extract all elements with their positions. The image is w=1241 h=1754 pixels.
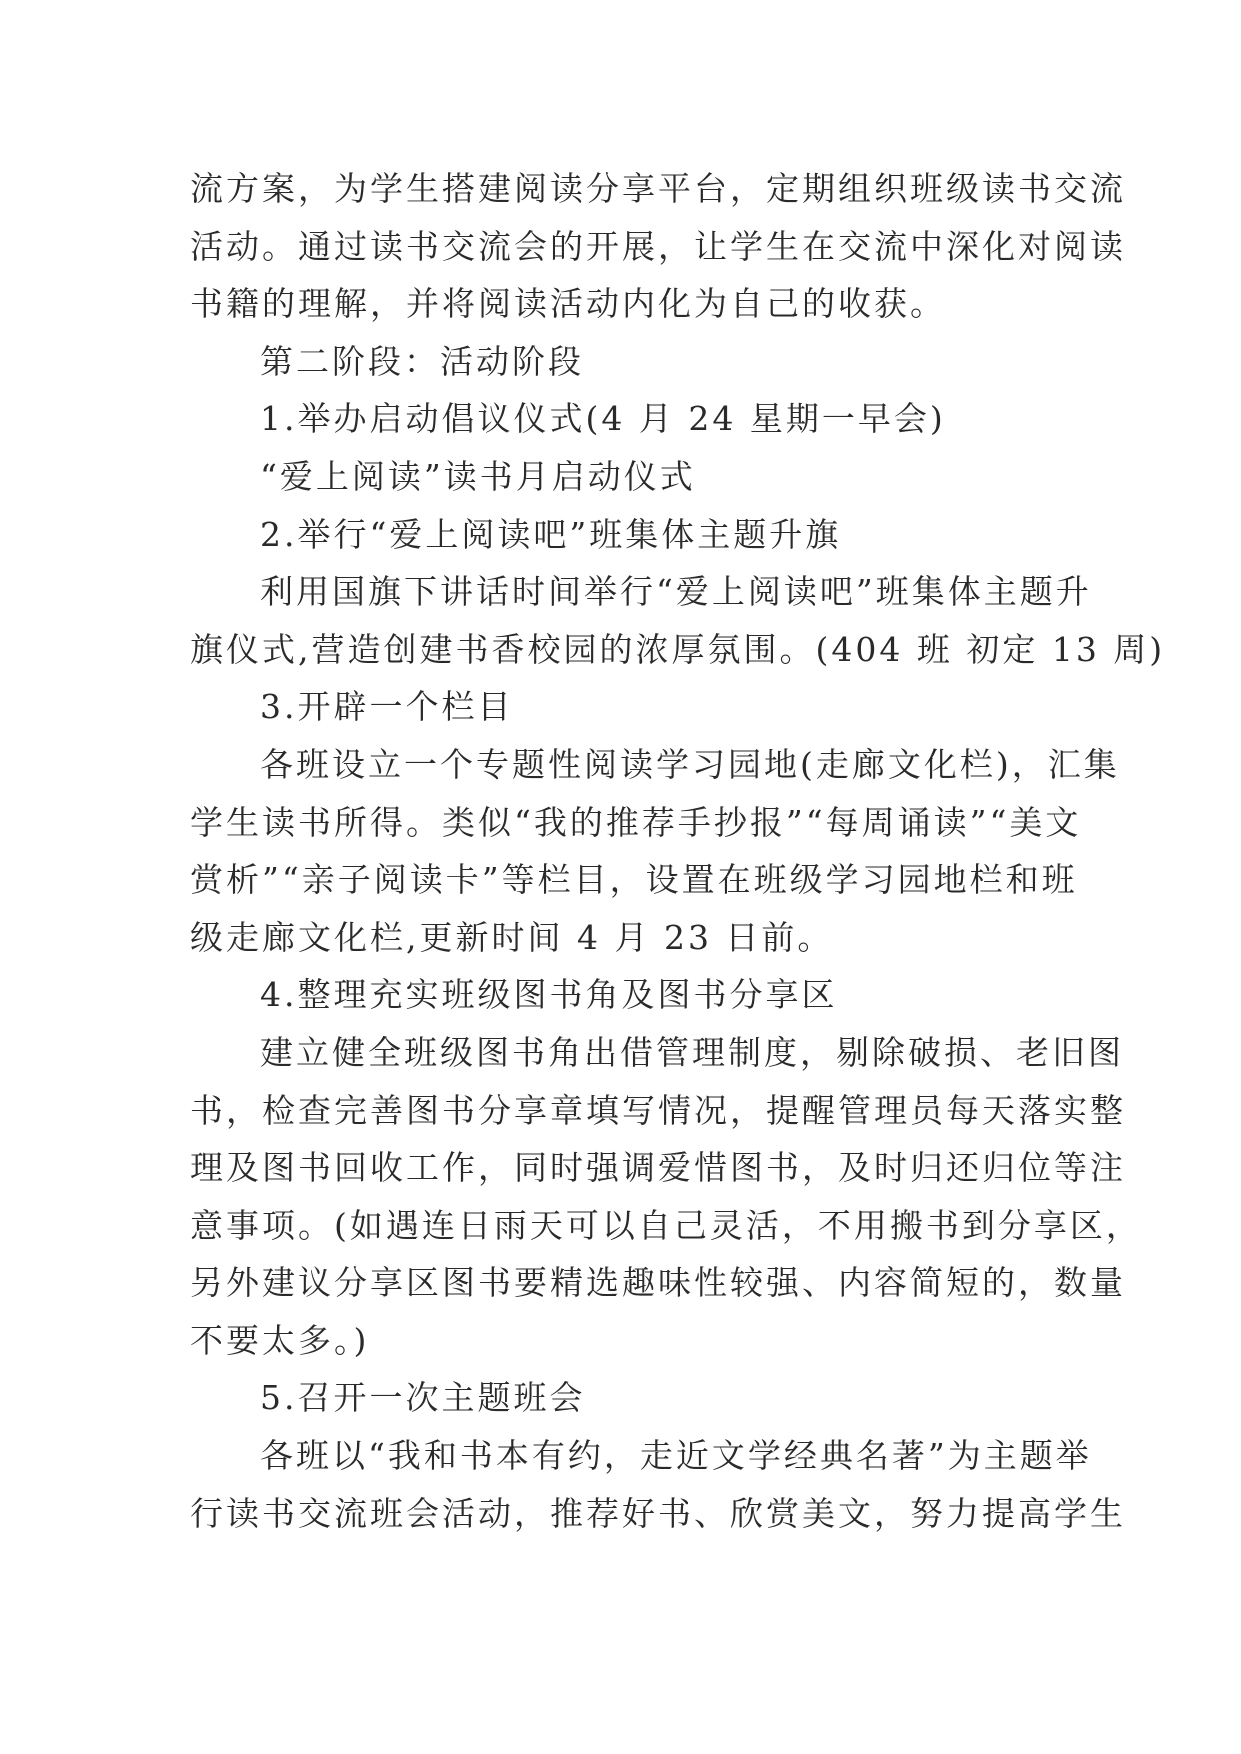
item-heading: 3.开辟一个栏目 <box>260 687 514 727</box>
text-line: 书籍的理解，并将阅读活动内化为自己的收获。 <box>190 284 946 324</box>
text-line: 各班设立一个专题性阅读学习园地(走廊文化栏)，汇集 <box>260 744 1120 784</box>
text-line: 行读书交流班会活动，推荐好书、欣赏美文，努力提高学生 <box>190 1493 1126 1533</box>
text-line: 活动。通过读书交流会的开展，让学生在交流中深化对阅读 <box>190 226 1126 266</box>
text-line: 理及图书回收工作，同时强调爱惜图书，及时归还归位等注 <box>190 1148 1126 1188</box>
text-line: 流方案，为学生搭建阅读分享平台，定期组织班级读书交流 <box>190 169 1126 208</box>
text-line: 赏析”“亲子阅读卡”等栏目，设置在班级学习园地栏和班 <box>190 860 1078 900</box>
text-line: 学生读书所得。类似“我的推荐手抄报”“每周诵读”“美文 <box>190 802 1082 842</box>
text-line: 另外建议分享区图书要精选趣味性较强、内容简短的，数量 <box>190 1263 1126 1303</box>
text-line: 级走廊文化栏,更新时间 4 月 23 日前。 <box>190 917 834 957</box>
section-heading: 第二阶段：活动阶段 <box>260 341 584 381</box>
text-line: 建立健全班级图书角出借管理制度，剔除破损、老旧图 <box>260 1032 1124 1072</box>
text-line: 意事项。(如遇连日雨天可以自己灵活，不用搬书到分享区， <box>190 1205 1142 1245</box>
document-body <box>190 160 1166 1542</box>
item-heading: 4.整理充实班级图书角及图书分享区 <box>260 975 838 1015</box>
text-line: 书，检查完善图书分享章填写情况，提醒管理员每天落实整 <box>190 1090 1126 1130</box>
text-line: 利用国旗下讲话时间举行“爱上阅读吧”班集体主题升 <box>260 572 1092 612</box>
text-line: 不要太多。) <box>190 1320 370 1360</box>
item-heading: 2.举行“爱上阅读吧”班集体主题升旗 <box>260 514 842 554</box>
text-line: “爱上阅读”读书月启动仪式 <box>260 456 696 496</box>
item-heading: 1.举办启动倡议仪式(4 月 24 星期一早会) <box>260 399 946 439</box>
item-heading: 5.召开一次主题班会 <box>260 1378 586 1418</box>
text-line: 各班以“我和书本有约，走近文学经典名著”为主题举 <box>260 1436 1092 1476</box>
text-line: 旗仪式,营造创建书香校园的浓厚氛围。(404 班 初定 13 周) <box>190 629 1166 669</box>
